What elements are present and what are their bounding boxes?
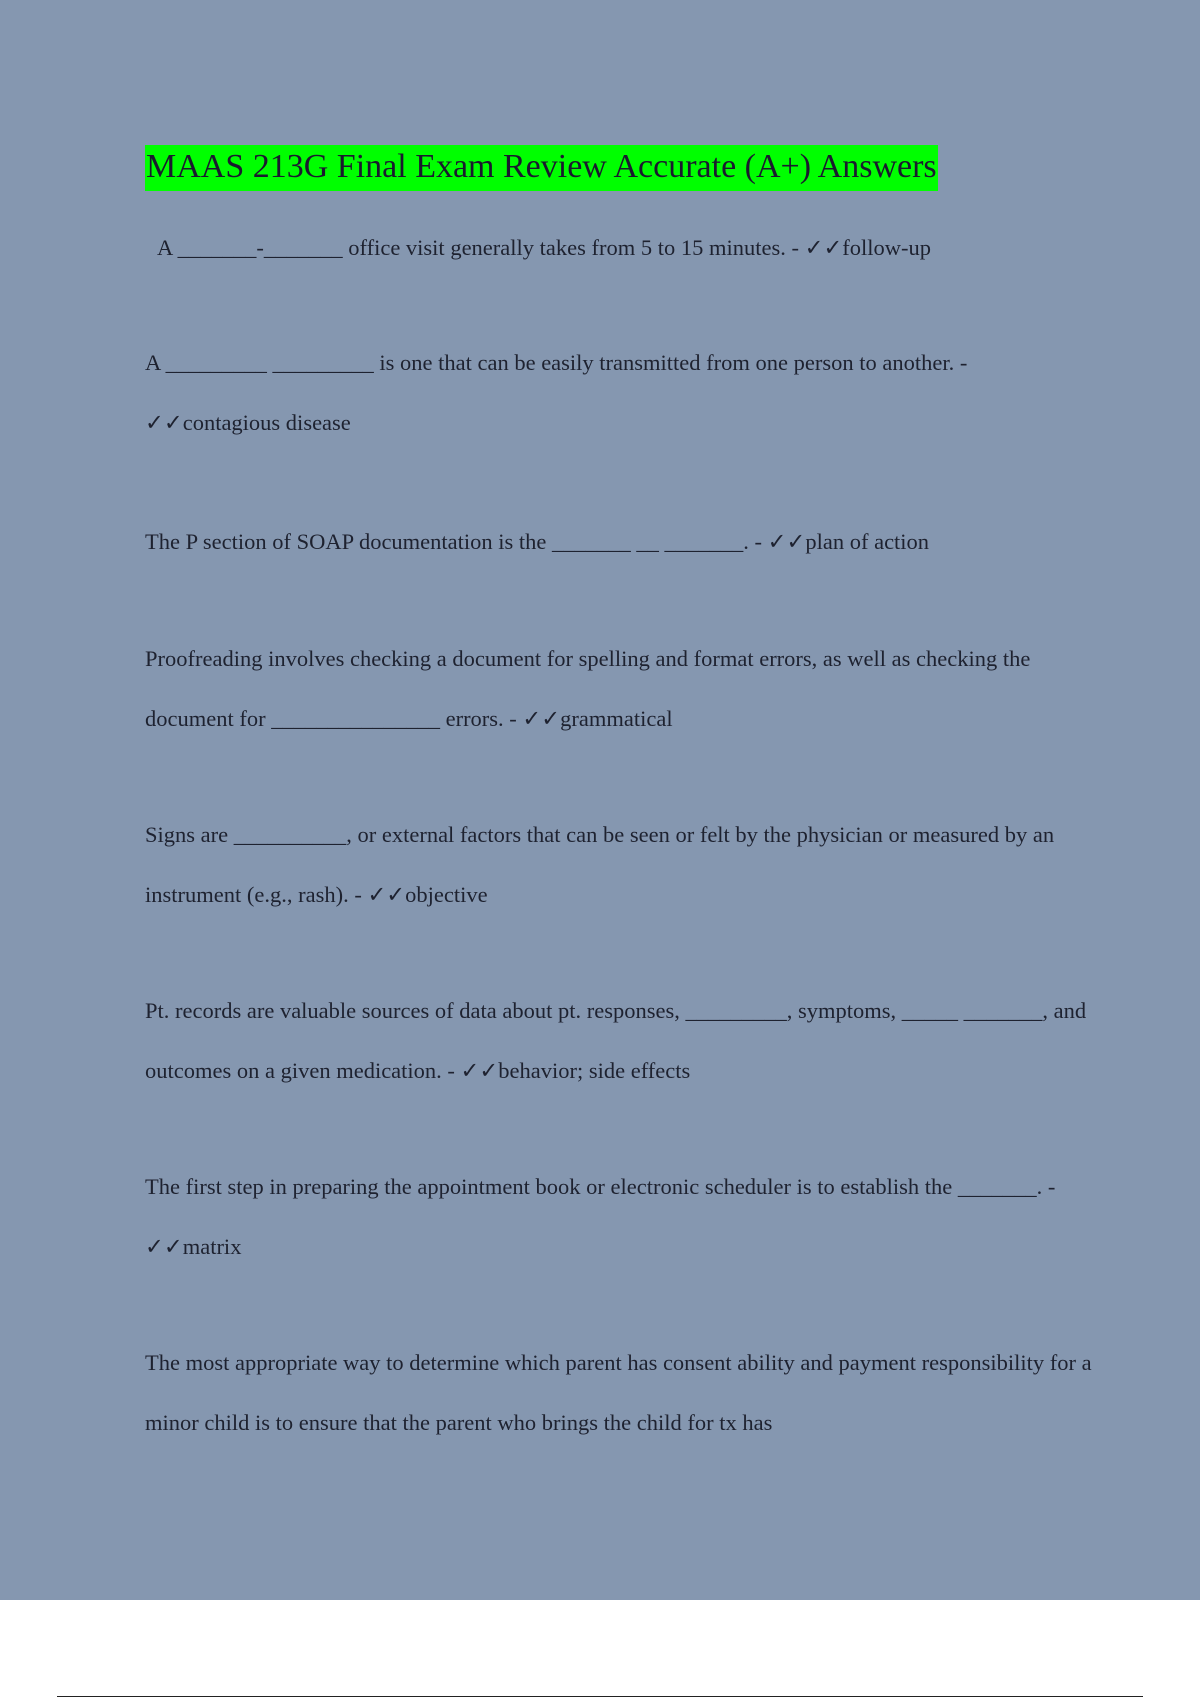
qa-item-2: A _________ _________ is one that can be easily transmitted from one person to another. - ✓✓contagious disease <box>145 350 968 435</box>
document-title: MAAS 213G Final Exam Review Accurate (A+) Answers <box>145 145 938 191</box>
qa-item-4: Proofreading involves checking a document for spelling and format errors, as well as checking the document for _______________ errors. - ✓✓grammatical <box>145 646 1031 731</box>
qa-item-8: The most appropriate way to determine which parent has consent ability and payment responsibility for a minor child is to ensure that the parent who brings the child for tx has <box>145 1350 1092 1435</box>
footer-divider <box>57 1696 1143 1697</box>
qa-item-5: Signs are __________, or external factors that can be seen or felt by the physician or measured by an instrument (e.g., rash). - ✓✓objective <box>145 822 1055 907</box>
qa-item-3: The P section of SOAP documentation is the _______ __ _______. - ✓✓plan of action <box>145 529 930 554</box>
qa-item-6: Pt. records are valuable sources of data about pt. responses, _________, symptoms, _____ _______, and outcomes on a given medication. - ✓✓behavior; side effects <box>145 998 1087 1083</box>
qa-item-7: The first step in preparing the appointment book or electronic scheduler is to establish the _______. - ✓✓matrix <box>145 1174 1056 1259</box>
qa-item-1: A _______-_______ office visit generally takes from 5 to 15 minutes. - ✓✓follow-up <box>157 235 932 260</box>
